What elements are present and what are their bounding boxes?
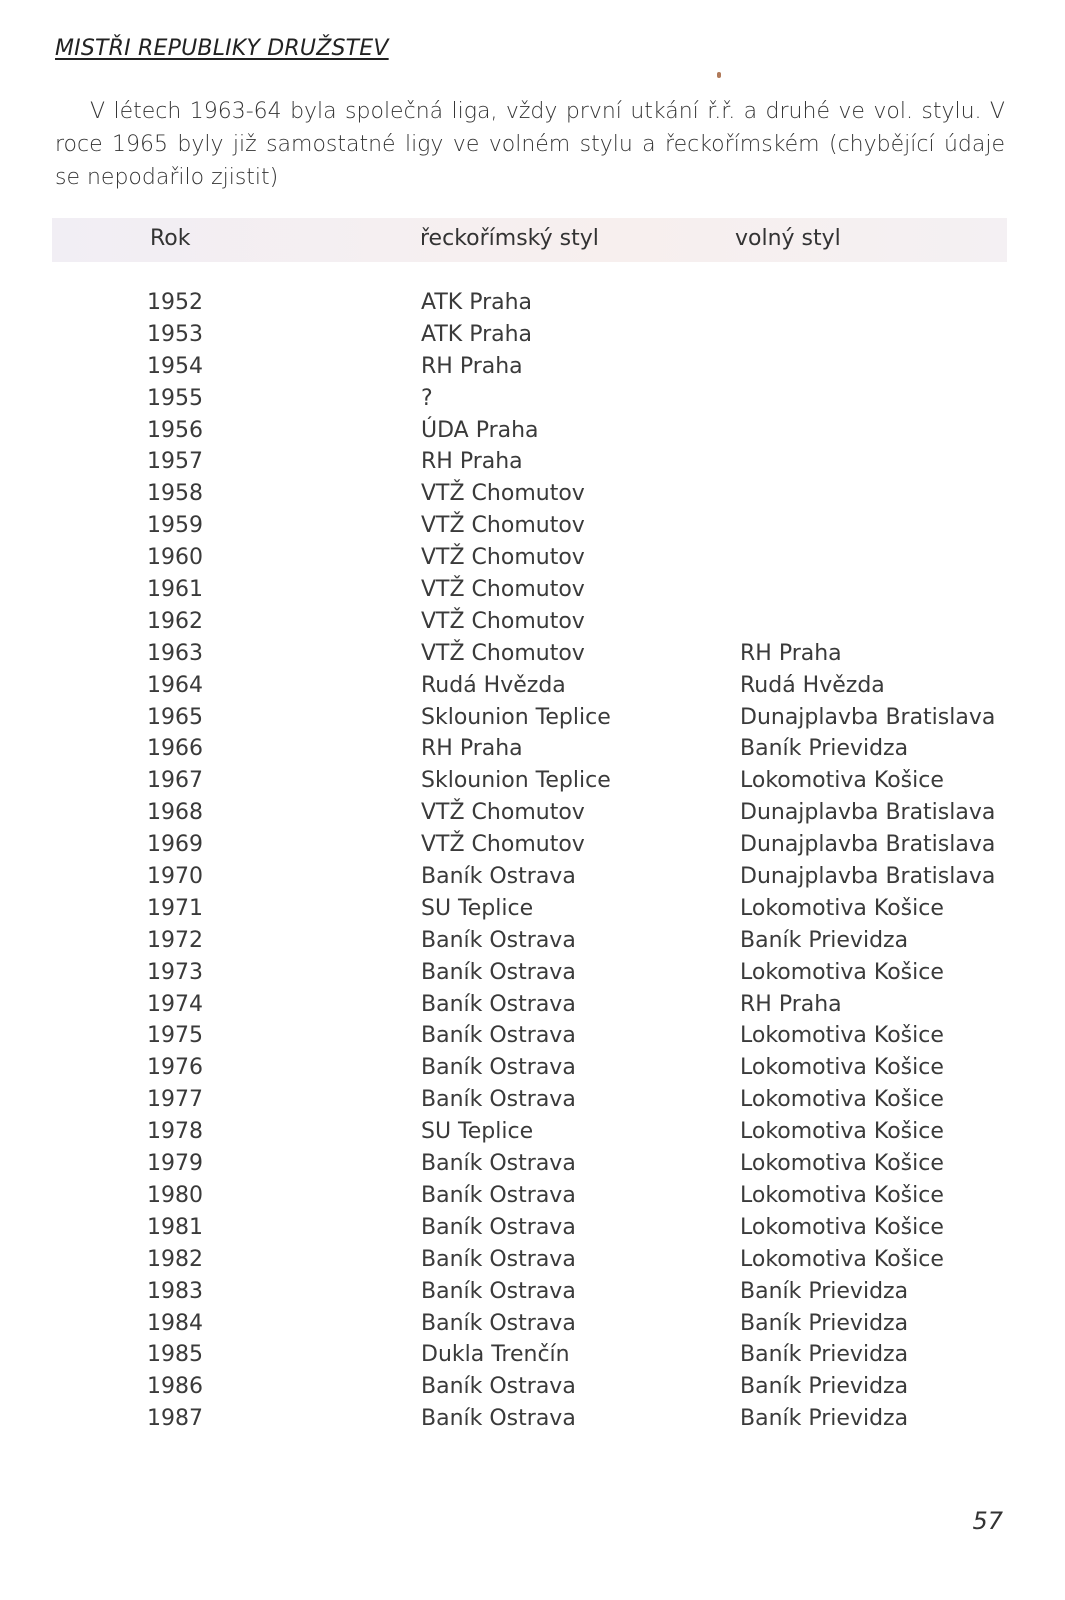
table-row: [0, 1020, 1065, 1052]
cell-greco-roman: Baník Ostrava: [421, 1151, 576, 1177]
table-row: [0, 478, 1065, 510]
cell-greco-roman: VTŽ Chomutov: [421, 832, 585, 858]
cell-greco-roman: VTŽ Chomutov: [421, 513, 585, 539]
champions-table: [0, 287, 1065, 1435]
table-row: [0, 1308, 1065, 1340]
table-row: [0, 733, 1065, 765]
cell-greco-roman: RH Praha: [421, 353, 523, 379]
paper-speck: [717, 72, 721, 78]
cell-year: 1964: [147, 672, 203, 698]
cell-greco-roman: ATK Praha: [421, 321, 533, 347]
table-row: [0, 1180, 1065, 1212]
cell-freestyle: Lokomotiva Košice: [740, 1182, 944, 1208]
cell-year: 1972: [147, 927, 203, 953]
table-row: [0, 383, 1065, 415]
table-row: [0, 893, 1065, 925]
cell-greco-roman: Sklounion Teplice: [421, 768, 611, 794]
cell-greco-roman: RH Praha: [421, 736, 523, 762]
cell-greco-roman: Baník Ostrava: [421, 1055, 576, 1081]
cell-year: 1973: [147, 959, 203, 985]
cell-greco-roman: VTŽ Chomutov: [421, 800, 585, 826]
column-header-freestyle: volný styl: [735, 226, 841, 251]
cell-year: 1954: [147, 353, 203, 379]
table-row: [0, 829, 1065, 861]
cell-greco-roman: VTŽ Chomutov: [421, 640, 585, 666]
cell-greco-roman: Rudá Hvězda: [421, 672, 566, 698]
table-row: [0, 574, 1065, 606]
cell-year: 1980: [147, 1182, 203, 1208]
cell-freestyle: Rudá Hvězda: [740, 672, 885, 698]
cell-year: 1961: [147, 577, 203, 603]
table-row: [0, 957, 1065, 989]
cell-greco-roman: VTŽ Chomutov: [421, 545, 585, 571]
cell-year: 1962: [147, 608, 203, 634]
cell-greco-roman: SU Teplice: [421, 1119, 534, 1145]
cell-freestyle: Baník Prievidza: [740, 1406, 909, 1432]
cell-greco-roman: Baník Ostrava: [421, 1278, 576, 1304]
cell-freestyle: Baník Prievidza: [740, 1342, 909, 1368]
table-row: [0, 319, 1065, 351]
cell-year: 1987: [147, 1406, 203, 1432]
cell-freestyle: Lokomotiva Košice: [740, 768, 944, 794]
cell-freestyle: RH Praha: [740, 640, 842, 666]
cell-greco-roman: Baník Ostrava: [421, 864, 576, 890]
table-row: [0, 1276, 1065, 1308]
cell-freestyle: Baník Prievidza: [740, 736, 909, 762]
cell-year: 1978: [147, 1119, 203, 1145]
table-row: [0, 415, 1065, 447]
cell-freestyle: Lokomotiva Košice: [740, 1055, 944, 1081]
cell-year: 1986: [147, 1374, 203, 1400]
table-row: [0, 542, 1065, 574]
cell-year: 1982: [147, 1246, 203, 1272]
page-number: 57: [972, 1507, 1003, 1535]
table-row: [0, 1339, 1065, 1371]
cell-greco-roman: Baník Ostrava: [421, 1246, 576, 1272]
cell-year: 1984: [147, 1310, 203, 1336]
cell-year: 1969: [147, 832, 203, 858]
cell-year: 1968: [147, 800, 203, 826]
cell-year: 1959: [147, 513, 203, 539]
cell-freestyle: Dunajplavba Bratislava: [740, 832, 996, 858]
cell-year: 1983: [147, 1278, 203, 1304]
cell-freestyle: Baník Prievidza: [740, 1310, 909, 1336]
cell-freestyle: Lokomotiva Košice: [740, 1246, 944, 1272]
cell-year: 1971: [147, 895, 203, 921]
table-row: [0, 702, 1065, 734]
cell-freestyle: RH Praha: [740, 991, 842, 1017]
table-row: [0, 1084, 1065, 1116]
cell-year: 1970: [147, 864, 203, 890]
cell-greco-roman: Baník Ostrava: [421, 1214, 576, 1240]
cell-freestyle: Baník Prievidza: [740, 1374, 909, 1400]
cell-year: 1977: [147, 1087, 203, 1113]
table-row: [0, 989, 1065, 1021]
table-row: [0, 1212, 1065, 1244]
cell-greco-roman: ATK Praha: [421, 290, 533, 315]
table-row: [0, 861, 1065, 893]
cell-greco-roman: Baník Ostrava: [421, 1182, 576, 1208]
cell-freestyle: Lokomotiva Košice: [740, 1087, 944, 1113]
intro-paragraph: V létech 1963-64 byla společná liga, vždy první utkání ř.ř. a druhé ve vol. stylu. V roce 1965 byly již samostatné ligy ve volném stylu a řeckořímském (chybějící údaje se nepodařilo zjistit): [55, 99, 1005, 190]
cell-greco-roman: Baník Ostrava: [421, 1374, 576, 1400]
cell-freestyle: Lokomotiva Košice: [740, 1023, 944, 1049]
cell-year: 1958: [147, 481, 203, 507]
cell-year: 1963: [147, 640, 203, 666]
cell-year: 1967: [147, 768, 203, 794]
cell-greco-roman: Baník Ostrava: [421, 959, 576, 985]
table-row: [0, 670, 1065, 702]
cell-year: 1966: [147, 736, 203, 762]
table-row: [0, 351, 1065, 383]
cell-greco-roman: Baník Ostrava: [421, 1087, 576, 1113]
column-header-greco-roman: řeckořímský styl: [420, 226, 599, 251]
cell-year: 1979: [147, 1151, 203, 1177]
cell-freestyle: Lokomotiva Košice: [740, 895, 944, 921]
cell-year: 1976: [147, 1055, 203, 1081]
table-row: [0, 446, 1065, 478]
table-row: [0, 510, 1065, 542]
cell-greco-roman: Baník Ostrava: [421, 1310, 576, 1336]
cell-greco-roman: Baník Ostrava: [421, 991, 576, 1017]
cell-year: 1985: [147, 1342, 203, 1368]
table-row: [0, 1403, 1065, 1435]
cell-year: 1960: [147, 545, 203, 571]
table-row: [0, 797, 1065, 829]
cell-freestyle: Dunajplavba Bratislava: [740, 800, 996, 826]
table-row: [0, 606, 1065, 638]
table-row: [0, 1371, 1065, 1403]
table-row: [0, 1148, 1065, 1180]
cell-year: 1975: [147, 1023, 203, 1049]
cell-freestyle: Lokomotiva Košice: [740, 959, 944, 985]
cell-year: 1955: [147, 385, 203, 411]
cell-greco-roman: SU Teplice: [421, 895, 534, 921]
cell-year: 1974: [147, 991, 203, 1017]
cell-year: 1957: [147, 449, 203, 475]
table-row: [0, 765, 1065, 797]
cell-year: 1965: [147, 704, 203, 730]
cell-greco-roman: Sklounion Teplice: [421, 704, 611, 730]
cell-greco-roman: VTŽ Chomutov: [421, 481, 585, 507]
table-row: [0, 287, 1065, 319]
cell-freestyle: Lokomotiva Košice: [740, 1119, 944, 1145]
table-row: [0, 925, 1065, 957]
page-title: MISTŘI REPUBLIKY DRUŽSTEV: [55, 36, 389, 61]
cell-greco-roman: RH Praha: [421, 449, 523, 475]
cell-year: 1952: [147, 290, 203, 315]
cell-greco-roman: ?: [421, 385, 433, 411]
table-row: [0, 1244, 1065, 1276]
cell-freestyle: Baník Prievidza: [740, 1278, 909, 1304]
table-row: [0, 1116, 1065, 1148]
cell-freestyle: Dunajplavba Bratislava: [740, 704, 996, 730]
cell-freestyle: Baník Prievidza: [740, 927, 909, 953]
table-row: [0, 1052, 1065, 1084]
cell-freestyle: Dunajplavba Bratislava: [740, 864, 996, 890]
cell-greco-roman: Dukla Trenčín: [421, 1342, 570, 1368]
cell-freestyle: Lokomotiva Košice: [740, 1214, 944, 1240]
cell-freestyle: Lokomotiva Košice: [740, 1151, 944, 1177]
cell-greco-roman: Baník Ostrava: [421, 1023, 576, 1049]
cell-greco-roman: Baník Ostrava: [421, 1406, 576, 1432]
cell-greco-roman: VTŽ Chomutov: [421, 608, 585, 634]
cell-year: 1981: [147, 1214, 203, 1240]
cell-greco-roman: ÚDA Praha: [421, 417, 539, 443]
table-row: [0, 638, 1065, 670]
cell-year: 1956: [147, 417, 203, 443]
cell-greco-roman: VTŽ Chomutov: [421, 577, 585, 603]
cell-greco-roman: Baník Ostrava: [421, 927, 576, 953]
cell-year: 1953: [147, 321, 203, 347]
column-header-year: Rok: [150, 226, 191, 251]
